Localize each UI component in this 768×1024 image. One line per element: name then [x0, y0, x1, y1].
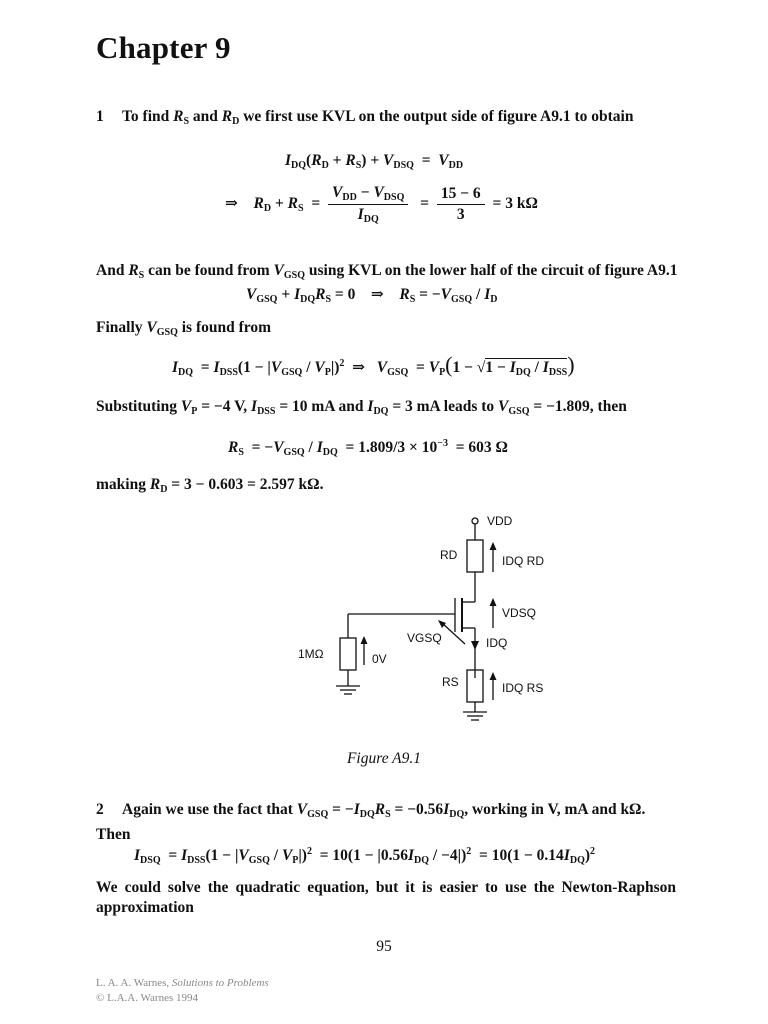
equation-vgsq: $I_{DQ} = I_{DSS}(1 - |V_{GSQ} / V_P|)^2$ ⇒ $V_{GSQ} = V_P(1 - √1 - I_{DQ} / I_{DSS})$: [172, 352, 575, 378]
paragraph-6: 2 Again we use the fact that $V_{GSQ} = -I_{DQ}R_S = -0.56I_{DQ}$, working in V, mA and kΩ. Then: [96, 801, 646, 843]
label-idq-rd: IDQ RD: [502, 554, 544, 568]
figure-caption: Figure A9.1: [346, 750, 422, 767]
paragraph-2: And $R_S$ can be found from $V_{GSQ}$ using KVL on the lower half of the circuit of figure A9.1: [96, 262, 678, 281]
label-vdd: VDD: [487, 514, 513, 528]
equation-kvl-output: $I_{DQ}(R_D + R_S) + V_{DSQ} = V_{DD}$: [285, 152, 464, 171]
paragraph-1: [96, 107, 676, 132]
paragraph-text: To find $R_S$ and $R_D$ we first use KVL on the output side of figure A9.1 to obtain: [122, 108, 634, 127]
label-idq-rs: IDQ RS: [502, 681, 544, 695]
label-rd: RD: [440, 548, 458, 562]
equation-idsq: $I_{DSQ} = I_{DSS}(1 - |V_{GSQ} / V_P|)^2 = 10(1 - |0.56I_{DQ} / -4|)^2 = 10(1 - 0.14I_{DQ})^2$: [134, 846, 596, 866]
label-vgsq: VGSQ: [407, 631, 442, 645]
footer: L. A. A. Warnes, Solutions to Problems © L.A.A. Warnes 1994: [96, 977, 269, 1004]
problem-number: 1: [96, 108, 104, 125]
paragraph-3: Finally $V_{GSQ}$ is found from: [96, 319, 272, 338]
circuit-diagram-a9-1: [290, 510, 570, 730]
paragraph-4: Substituting $V_P = -4$ V, $I_{DSS} = 10$ mA and $I_{DQ} = 3$ mA leads to $V_{GSQ} = -1.809$, then: [96, 398, 627, 417]
label-0v: 0V: [372, 652, 387, 666]
label-1m: 1MΩ: [298, 647, 324, 661]
page-number: 95: [376, 938, 392, 955]
paragraph-5: making $R_D = 3 - 0.603 = 2.597$ kΩ.: [96, 476, 324, 495]
problem-number: 2: [96, 801, 104, 818]
resistor-rd: [467, 540, 483, 572]
resistor-1m: [340, 638, 356, 670]
equation-rd-rs: ⇒ $R_D + R_S$ = $\frac{V_{DD} - V_{DSQ}}{I_{DQ}}$ = $\frac{15 - 6}{3}$ = 3 kΩ: [225, 184, 538, 225]
arrow-idq: [471, 641, 479, 650]
vdd-terminal: [472, 518, 478, 524]
equation-kvl-lower: $V_{GSQ} + I_{DQ}R_S = 0$ ⇒ $R_S = -V_{GSQ} / I_D$: [246, 286, 498, 305]
paragraph-7: We could solve the quadratic equation, but it is easier to use the Newton-Raphson approximation: [96, 879, 676, 916]
label-idq: IDQ: [486, 636, 508, 650]
chapter-title: Chapter 9: [96, 30, 231, 65]
label-rs: RS: [442, 675, 459, 689]
equation-rs-value: $R_S = -V_{GSQ} / I_{DQ} = 1.809/3 \times 10^{-3} = 603$ Ω: [228, 438, 508, 458]
label-vdsq: VDSQ: [502, 606, 537, 620]
